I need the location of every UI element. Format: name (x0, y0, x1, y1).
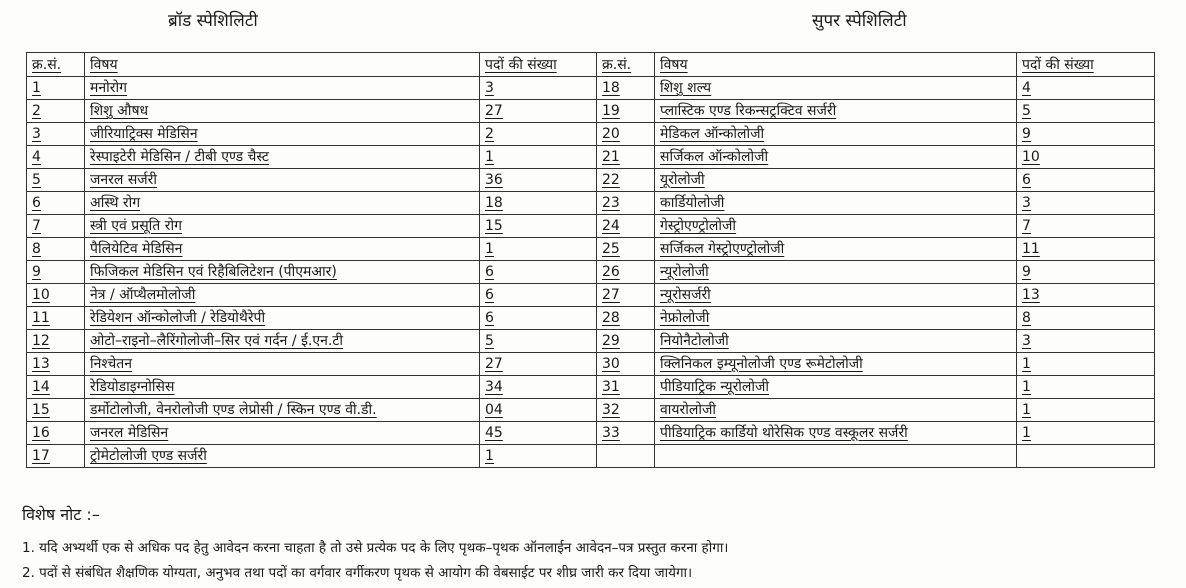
header-post-count: पदों की संख्या (480, 53, 597, 77)
header-subject: विषय (85, 53, 480, 77)
subject-cell: जनरल मेडिसिन (85, 422, 480, 445)
post-count-super-cell: 10 (1017, 146, 1155, 169)
serial-no-cell: 5 (27, 169, 85, 192)
post-count-super-cell: 1 (1017, 376, 1155, 399)
serial-no-cell: 10 (27, 284, 85, 307)
subject-cell: मनोरोग (85, 77, 480, 100)
post-count-cell: 36 (480, 169, 597, 192)
table-row (27, 192, 1155, 215)
serial-no-cell: 3 (27, 123, 85, 146)
post-count-super-cell: 4 (1017, 77, 1155, 100)
note-item-2: 2. पदों से संबंधित शैक्षणिक योग्यता, अनुभव तथा पदों का वर्गवार वर्गीकरण पृथक से आयोग की वेबसाईट पर शीघ्र जारी कर दिया जायेगा। (22, 565, 693, 581)
post-count-cell: 1 (480, 445, 597, 468)
subject-cell: जीरियाट्रिक्स मेडिसिन (85, 123, 480, 146)
subject-cell: स्त्री एवं प्रसूति रोग (85, 215, 480, 238)
post-count-cell: 27 (480, 353, 597, 376)
subject-super-cell: शिशु शल्य (655, 77, 1017, 100)
subject-super-cell: प्लास्टिक एण्ड रिकन्सट्रक्टिव सर्जरी (655, 100, 1017, 123)
serial-no-cell: 11 (27, 307, 85, 330)
subject-super-cell: पीडियाट्रिक न्यूरोलोजी (655, 376, 1017, 399)
serial-no-super-cell: 21 (597, 146, 655, 169)
header-serial-no-super: क्र.सं. (597, 53, 655, 77)
serial-no-cell: 8 (27, 238, 85, 261)
header-subject-super: विषय (655, 53, 1017, 77)
serial-no-cell: 7 (27, 215, 85, 238)
post-count-cell: 5 (480, 330, 597, 353)
note-item-1: 1. यदि अभ्यर्थी एक से अधिक पद हेतु आवेदन करना चाहता है तो उसे प्रत्येक पद के लिए पृथक–पृथक ऑनलाईन आवेदन–पत्र प्रस्तुत करना होगा। (22, 540, 729, 556)
super-specialty-heading: सुपर स्पेशिलिटी (812, 11, 907, 31)
serial-no-cell: 9 (27, 261, 85, 284)
post-count-cell: 45 (480, 422, 597, 445)
header-serial-no: क्र.सं. (27, 53, 85, 77)
post-count-super-cell: 9 (1017, 261, 1155, 284)
post-count-cell: 15 (480, 215, 597, 238)
serial-no-super-cell: 19 (597, 100, 655, 123)
post-count-cell: 27 (480, 100, 597, 123)
subject-cell: रेस्पाइटेरी मेडिसिन / टीबी एण्ड चैस्ट (85, 146, 480, 169)
serial-no-cell: 16 (27, 422, 85, 445)
broad-specialty-heading: ब्रॉड स्पेशिलिटी (168, 11, 258, 31)
post-count-super-cell: 13 (1017, 284, 1155, 307)
serial-no-super-cell (597, 445, 655, 468)
serial-no-cell: 15 (27, 399, 85, 422)
table-row (27, 215, 1155, 238)
subject-cell: रेडियोडाइग्नोसिस (85, 376, 480, 399)
post-count-super-cell: 3 (1017, 330, 1155, 353)
post-count-cell: 1 (480, 238, 597, 261)
subject-cell: पैलियेटिव मेडिसिन (85, 238, 480, 261)
serial-no-cell: 12 (27, 330, 85, 353)
subject-cell: शिशु औषध (85, 100, 480, 123)
subject-cell: अस्थि रोग (85, 192, 480, 215)
serial-no-super-cell: 18 (597, 77, 655, 100)
subject-cell: ट्रोमेटोलोजी एण्ड सर्जरी (85, 445, 480, 468)
table-row (27, 353, 1155, 376)
post-count-cell: 6 (480, 284, 597, 307)
post-count-cell: 34 (480, 376, 597, 399)
table-row (27, 330, 1155, 353)
subject-cell: डर्मोटोलोजी, वेनरोलोजी एण्ड लेप्रोसी / स्किन एण्ड वी.डी. (85, 399, 480, 422)
post-count-cell: 2 (480, 123, 597, 146)
post-count-super-cell: 8 (1017, 307, 1155, 330)
serial-no-super-cell: 23 (597, 192, 655, 215)
serial-no-super-cell: 27 (597, 284, 655, 307)
post-count-super-cell: 11 (1017, 238, 1155, 261)
special-note-title: विशेष नोट :– (22, 505, 100, 524)
serial-no-cell: 17 (27, 445, 85, 468)
post-count-super-cell: 1 (1017, 399, 1155, 422)
serial-no-cell: 2 (27, 100, 85, 123)
post-count-super-cell: 7 (1017, 215, 1155, 238)
post-count-cell: 18 (480, 192, 597, 215)
post-count-super-cell: 1 (1017, 353, 1155, 376)
subject-cell: नेत्र / ऑप्थैलमोलोजी (85, 284, 480, 307)
subject-super-cell: नेफ्रोलोजी (655, 307, 1017, 330)
subject-super-cell: पीडियाट्रिक कार्डियो थोरेसिक एण्ड वस्कूलर सर्जरी (655, 422, 1017, 445)
post-count-cell: 04 (480, 399, 597, 422)
subject-super-cell: नियोनैटोलोजी (655, 330, 1017, 353)
subject-super-cell: सर्जिकल गेस्ट्रोएण्ट्रोलोजी (655, 238, 1017, 261)
serial-no-super-cell: 30 (597, 353, 655, 376)
post-count-cell: 3 (480, 77, 597, 100)
subject-super-cell: कार्डियोलोजी (655, 192, 1017, 215)
subject-super-cell: गेस्ट्रोएण्ट्रोलोजी (655, 215, 1017, 238)
subject-super-cell: न्यूरोलोजी (655, 261, 1017, 284)
subject-super-cell: सर्जिकल ऑन्कोलोजी (655, 146, 1017, 169)
serial-no-super-cell: 33 (597, 422, 655, 445)
serial-no-super-cell: 32 (597, 399, 655, 422)
serial-no-super-cell: 20 (597, 123, 655, 146)
post-count-super-cell (1017, 445, 1155, 468)
serial-no-super-cell: 28 (597, 307, 655, 330)
table-row (27, 146, 1155, 169)
serial-no-super-cell: 29 (597, 330, 655, 353)
serial-no-super-cell: 22 (597, 169, 655, 192)
subject-super-cell: क्लिनिकल इम्यूनोलोजी एण्ड रूमेटोलोजी (655, 353, 1017, 376)
table-row (27, 169, 1155, 192)
subject-super-cell (655, 445, 1017, 468)
post-count-super-cell: 6 (1017, 169, 1155, 192)
header-post-count-super: पदों की संख्या (1017, 53, 1155, 77)
post-count-cell: 6 (480, 307, 597, 330)
table-row (27, 445, 1155, 468)
header-row (27, 53, 1155, 77)
serial-no-cell: 14 (27, 376, 85, 399)
post-count-super-cell: 3 (1017, 192, 1155, 215)
serial-no-cell: 6 (27, 192, 85, 215)
posts-table (26, 52, 1155, 468)
subject-super-cell: वायरोलोजी (655, 399, 1017, 422)
subject-super-cell: मेडिकल ऑन्कोलोजी (655, 123, 1017, 146)
serial-no-super-cell: 26 (597, 261, 655, 284)
post-count-super-cell: 9 (1017, 123, 1155, 146)
subject-cell: निश्चेतन (85, 353, 480, 376)
subject-super-cell: न्यूरोसर्जरी (655, 284, 1017, 307)
subject-cell: ओटो–राइनो–लैरिंगोलोजी–सिर एवं गर्दन / ई.एन.टी (85, 330, 480, 353)
subject-super-cell: यूरोलोजी (655, 169, 1017, 192)
table-row (27, 307, 1155, 330)
table-header (27, 53, 1155, 77)
table-row (27, 100, 1155, 123)
table-body (27, 77, 1155, 468)
post-count-super-cell: 1 (1017, 422, 1155, 445)
serial-no-super-cell: 24 (597, 215, 655, 238)
serial-no-cell: 13 (27, 353, 85, 376)
table-row (27, 261, 1155, 284)
post-count-cell: 6 (480, 261, 597, 284)
serial-no-super-cell: 25 (597, 238, 655, 261)
table-row (27, 238, 1155, 261)
table-row (27, 123, 1155, 146)
table-row (27, 422, 1155, 445)
table-row (27, 376, 1155, 399)
table-row (27, 77, 1155, 100)
serial-no-super-cell: 31 (597, 376, 655, 399)
subject-cell: जनरल सर्जरी (85, 169, 480, 192)
post-count-cell: 1 (480, 146, 597, 169)
subject-cell: रेडियेशन ऑन्कोलोजी / रेडियोथैरेपी (85, 307, 480, 330)
serial-no-cell: 4 (27, 146, 85, 169)
post-count-super-cell: 5 (1017, 100, 1155, 123)
serial-no-cell: 1 (27, 77, 85, 100)
table-row (27, 284, 1155, 307)
table-row (27, 399, 1155, 422)
subject-cell: फिजिकल मेडिसिन एवं रिहैबिलिटेशन (पीएमआर) (85, 261, 480, 284)
